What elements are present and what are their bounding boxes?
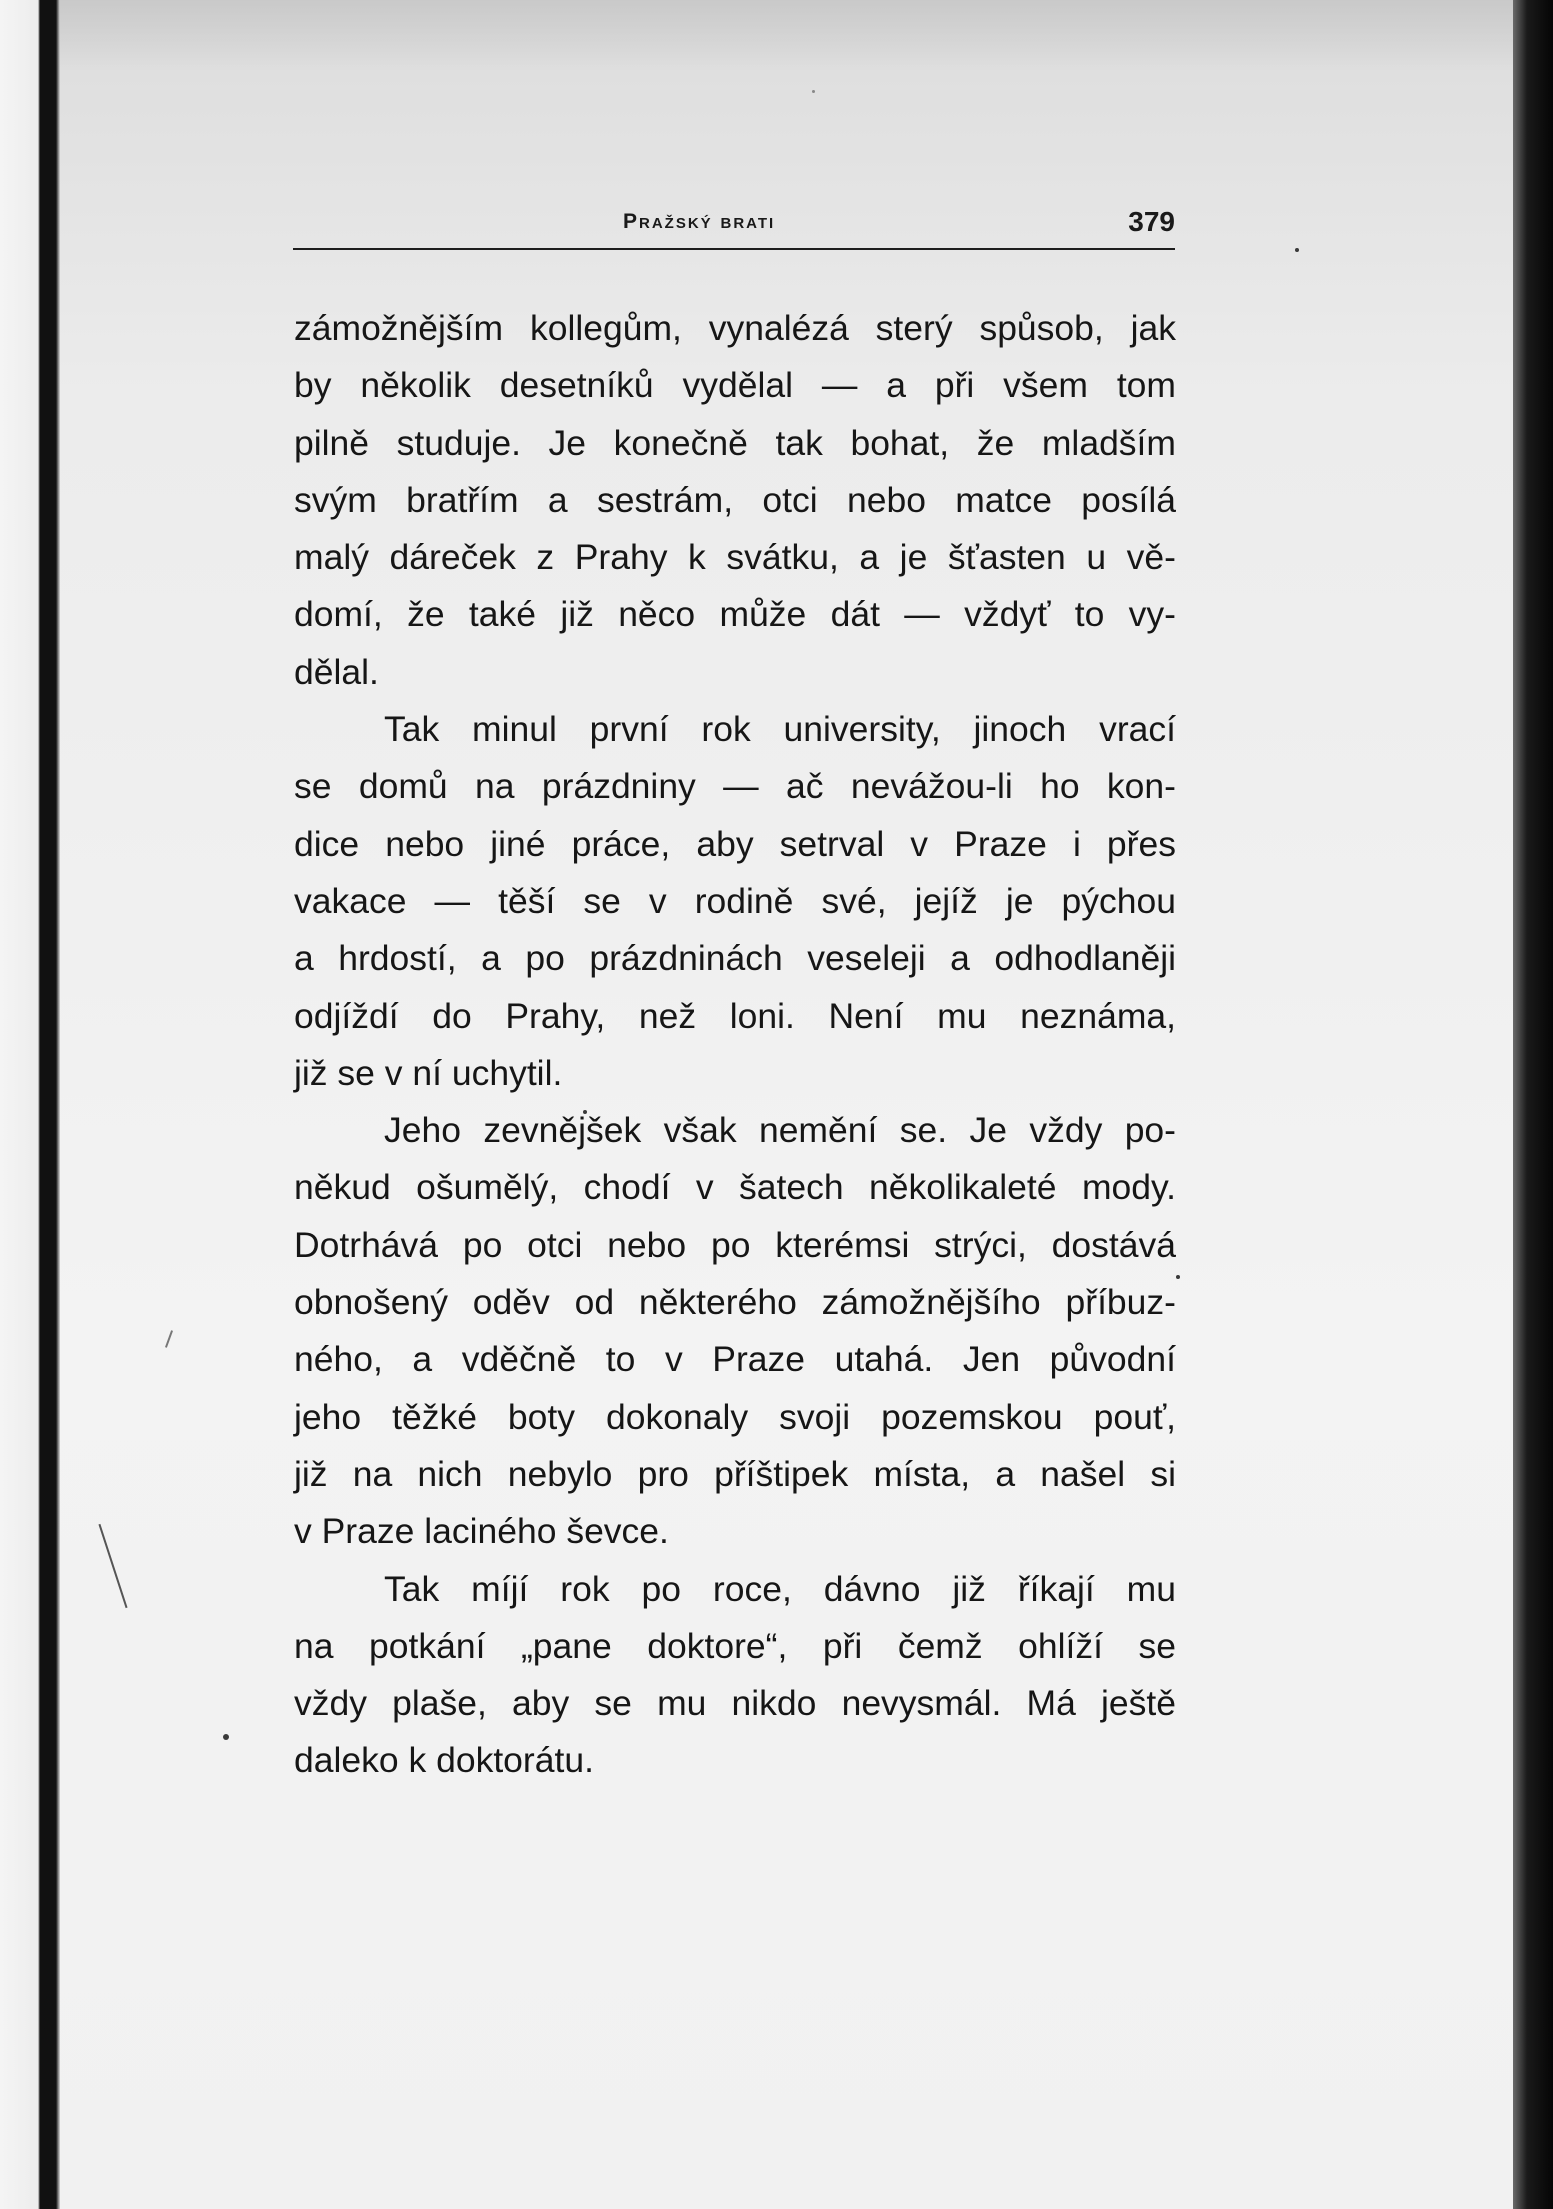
text-line: v Praze laciného ševce.	[294, 1511, 669, 1552]
scan-speck	[812, 90, 815, 93]
text-line: obnošený oděv od některého zámožnějšího příbuz-	[294, 1282, 1176, 1323]
text-line: ného, a vděčně to v Praze utahá. Jen původní	[294, 1339, 1176, 1380]
text-line: se domů na prázdniny — ač nevážou-li ho kon-	[294, 766, 1176, 807]
text-line: daleko k doktorátu.	[294, 1740, 594, 1781]
scan-speck	[1176, 1275, 1180, 1279]
text-line: na potkání „pane doktore“, při čemž ohlíží se	[294, 1625, 1176, 1666]
book-edge-right	[1513, 0, 1553, 2209]
scan-speck	[1295, 248, 1299, 252]
text-line: jeho těžké boty dokonaly svoji pozemskou pouť,	[294, 1396, 1176, 1437]
text-line: malý dáreček z Prahy k svátku, a je šťasten u vě-	[294, 537, 1176, 578]
text-line: Dotrhává po otci nebo po kterémsi strýci, dostává	[294, 1224, 1176, 1265]
paragraph-2	[294, 701, 1176, 1102]
text-line: domí, že také již něco může dát — vždyť to vy-	[294, 594, 1176, 635]
running-title: Pražský brati	[623, 210, 776, 233]
text-line: zámožnějším kollegům, vynalézá sterý spůsob, jak	[294, 308, 1176, 348]
body-text	[294, 300, 1176, 1790]
paragraph-1	[294, 300, 1176, 701]
scan-speck	[165, 1330, 173, 1348]
text-line: odjíždí do Prahy, než loni. Není mu neznáma,	[294, 995, 1176, 1036]
paragraph-3	[294, 1102, 1176, 1560]
text-line: dice nebo jiné práce, aby setrval v Praze i přes	[294, 823, 1176, 864]
text-line: Tak míjí rok po roce, dávno již říkají mu	[384, 1568, 1176, 1609]
scan-speck	[98, 1524, 127, 1608]
running-header	[293, 204, 1175, 250]
text-line: by několik desetníků vydělal — a při všem tom	[294, 365, 1176, 406]
text-line: někud ošumělý, chodí v šatech několikaleté mody.	[294, 1167, 1176, 1208]
text-line: Tak minul první rok university, jinoch vrací	[384, 709, 1176, 750]
text-line: pilně studuje. Je konečně tak bohat, že mladším	[294, 422, 1176, 463]
scan-top-shade	[60, 0, 1513, 70]
text-line: a hrdostí, a po prázdninách veseleji a odhodlaněji	[294, 938, 1176, 979]
book-gutter-left	[0, 0, 60, 2209]
text-line: vakace — těší se v rodině své, jejíž je pýchou	[294, 880, 1176, 921]
page-number: 379	[1128, 206, 1175, 237]
paragraph-4	[294, 1561, 1176, 1790]
text-line: dělal.	[294, 651, 379, 692]
text-line: Jeho zevnějšek však nemění se. Je vždy po-	[384, 1110, 1176, 1151]
text-line: již se v ní uchytil.	[294, 1052, 563, 1093]
scan-speck	[223, 1734, 229, 1740]
text-line: vždy plaše, aby se mu nikdo nevysmál. Má ještě	[294, 1683, 1176, 1724]
text-line: svým bratřím a sestrám, otci nebo matce posílá	[294, 479, 1176, 520]
text-line: již na nich nebylo pro příštipek místa, a našel si	[294, 1453, 1176, 1494]
